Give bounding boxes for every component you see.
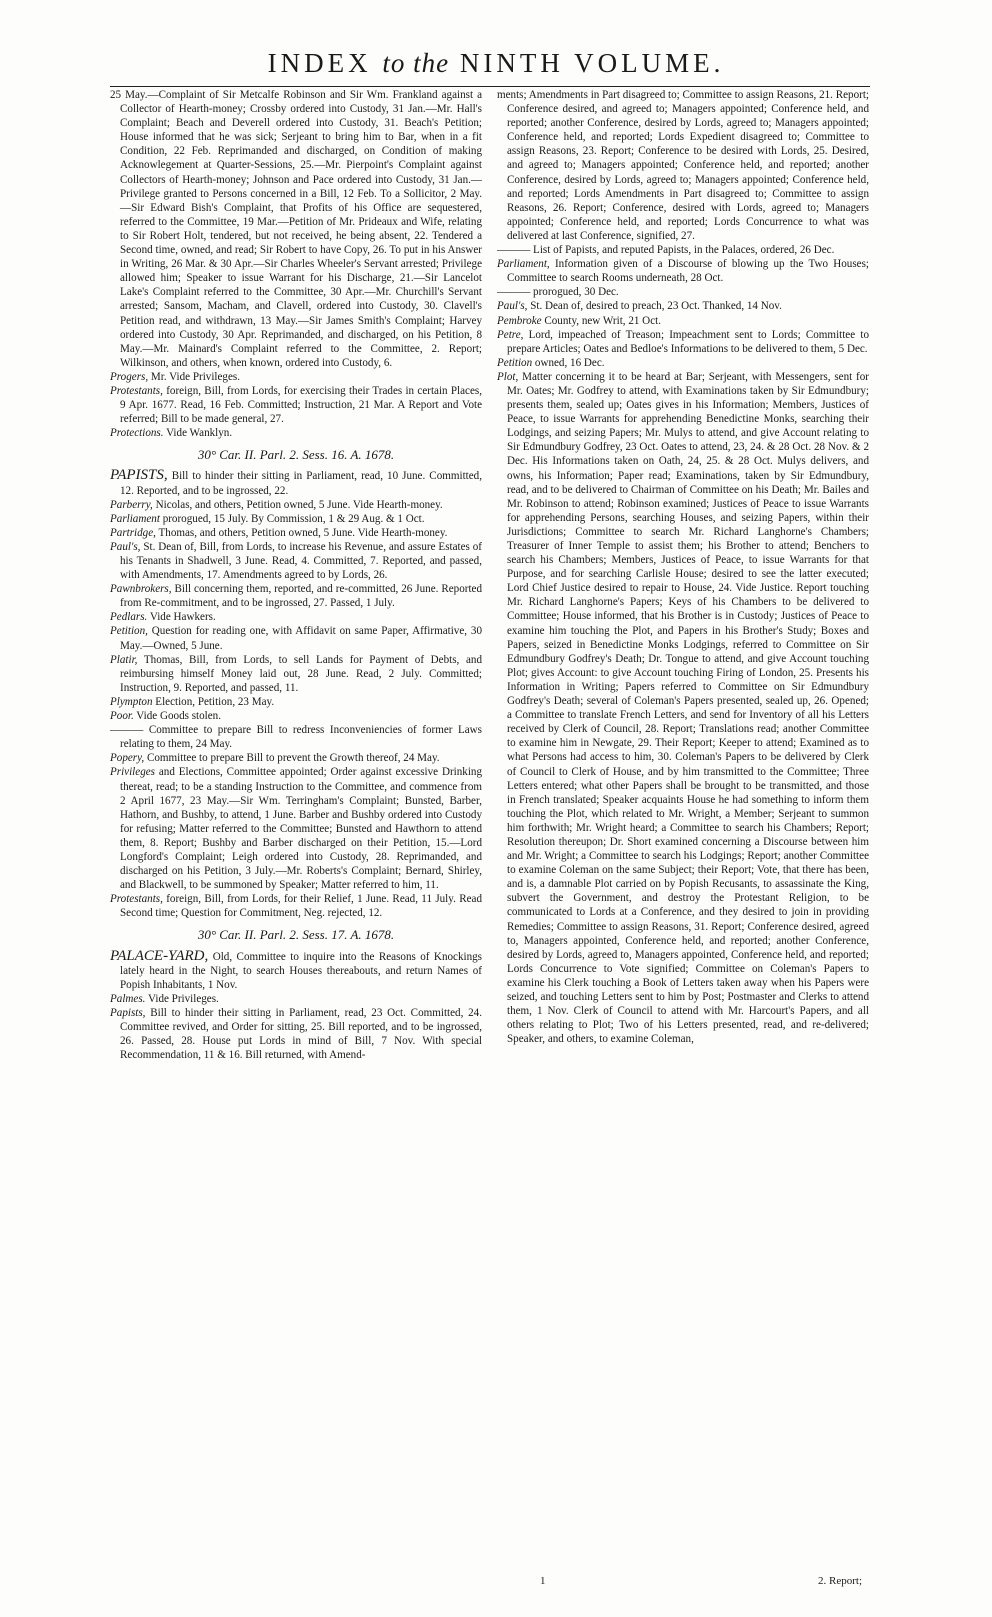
index-entry: Poor. Vide Goods stolen. (110, 710, 221, 723)
index-entry: PAPISTS, Bill to hinder their sitting in Parliament, read, 10 June. Committed, 12. Reported, and to be ingrossed, 22. (110, 467, 482, 497)
signature-mark: 1 (540, 1575, 546, 1587)
index-entry: Papists, Bill to hinder their sitting in Parliament, read, 23 Oct. Committed, 24. Committee revived, and Order for sitting, 25. Bill reported, and to be ingrossed, 26. Passed, 28. House put Lords in mind of Bill, 7 Nov. With special Recommendation, 11 & 16. Bill returned, with Amend- (110, 1006, 482, 1062)
header-volume: NINTH VOLUME. (459, 48, 725, 78)
page-header (0, 48, 992, 79)
index-entry: Pawnbrokers, Bill concerning them, reported, and re-committed, 26 June. Reported from Re-commitment, and to be ingrossed, 27. Passed, 1 July. (110, 583, 482, 610)
index-entry: Platir, Thomas, Bill, from Lords, to sell Lands for Payment of Debts, and reimbursing himself Money laid out, 28 June. Read, 2 July. Committed; Instruction, 9. Reported, and passed, 11. (110, 653, 482, 694)
index-entry: Petre, Lord, impeached of Treason; Impeachment sent to Lords; Committee to prepare Articles; Oates and Bedloe's Informations to be delivered to them, 5 Dec. (497, 328, 869, 355)
header-index: INDEX (267, 48, 372, 78)
index-entry: Privileges and Elections, Committee appointed; Order against excessive Drinking thereat, read; to be a standing Instruction to the Committee, and commence from 2 April 1677, 23 May.—Sir Wm. Terringham's Complaint; Bunsted, Barber, Hathorn, and Bushby, to attend, 1 June. Barber and Bushby ordered into Custody for refusing; Matter referred to the Committee; Bunsted and Hawthorn to attend them, 8. Report; Bushby and Barber discharged on their Petition, 15.—Lord Longford's Complaint; Leigh ordered into Custody, 28. Reprimanded, and discharged on his Petition, 3 July.—Mr. Roberts's Complaint; Bernard, Shirley, and Blackwell, to be summoned by Speaker; Matter referred to him, 11. (110, 766, 482, 892)
index-entry: ——— List of Papists, and reputed Papists, in the Palaces, ordered, 26 Dec. (497, 244, 835, 257)
header-to-the: to the (382, 48, 450, 78)
index-entry: Pedlars. Vide Hawkers. (110, 611, 216, 624)
index-entry: Petition, Question for reading one, with Affidavit on same Paper, Affirmative, 30 May.—Owned, 5 June. (110, 625, 482, 652)
index-entry: Protections. Vide Wanklyn. (110, 427, 233, 440)
index-entry: ——— prorogued, 30 Dec. (497, 286, 619, 299)
session-heading: 30° Car. II. Parl. 2. Sess. 17. A. 1678. (197, 927, 395, 943)
index-entry: Parliament prorogued, 15 July. By Commission, 1 & 29 Aug. & 1 Oct. (110, 512, 425, 525)
index-entry: ——— Committee to prepare Bill to redress Inconveniencies of former Laws relating to them, 24 May. (110, 724, 482, 751)
index-entry: Pembroke County, new Writ, 21 Oct. (497, 314, 661, 327)
index-entry: Parberry, Nicolas, and others, Petition owned, 5 June. Vide Hearth-money. (110, 498, 443, 511)
index-entry: Plympton Election, Petition, 23 May. (110, 695, 275, 708)
index-entry: ments; Amendments in Part disagreed to; Committee to assign Reasons, 21. Report; Conference desired, and agreed to; Managers appointed; Conference held, and reported; another Conference, desired by Lords, agreed to; Managers appointed; Conference held, and reported; Lords Expedient disagreed to; Committee to assign Reasons, 23. Report; Conference to be desired with Lords, 25. Desired, and agreed to; Managers appointed; Conference held, and reported; another Conference, desired by Lords, agreed to; Managers appointed; Conference held, and reported; Lords Amendments in Part disagreed to; Committee to assign Reasons, 26. Report; Conference, desired with Lords, agreed to; Managers appointed; Conference held, and reported; Lords Concurrence to what was delivered at last Conference, signified, 27. (497, 89, 869, 242)
index-entry: PALACE-YARD, Old, Committee to inquire into the Reasons of Knockings lately heard in the Night, to search Houses thereabouts, and return Names of Popish Inhabitants, 1 Nov. (110, 947, 482, 991)
index-entry: Progers, Mr. Vide Privileges. (110, 370, 240, 383)
catchword: 2. Report; (818, 1575, 862, 1587)
index-entry: Palmes. Vide Privileges. (110, 992, 219, 1005)
index-entry: Paul's, St. Dean of, desired to preach, 23 Oct. Thanked, 14 Nov. (497, 300, 782, 313)
index-entry: Petition owned, 16 Dec. (497, 356, 605, 369)
header-rule (110, 86, 870, 87)
index-entry: Plot, Matter concerning it to be heard at Bar; Serjeant, with Messengers, sent for Mr. Oates; Mr. Godfrey to attend, with Examinations taken by Sir Edmundbury; presents them, sealed up; Oates gives in his Information; Members, Justices of Peace, to issue Warrants for apprehending Benedictine Monks, searching their Lodgings, and seizing Papers; Mr. Mulys to attend, and give Account relating to Sir Edmundbury Godfrey, 23 Oct. Oates to attend, 23, 24. & 28 Oct. 28 Nov. & 2 Dec. His Informations taken on Oath, 24, 25. & 28 Oct. Mulys delivers, and owns, his Information; Paper read; Examinations, taken by Sir Edmundbury, read, and to be delivered to Chairman of Committee on his Death; Mr. Bailes and Mr. Robinson to attend; Robinson examined; Justices of Peace to issue Warrants for apprehending Persons, searching Houses, and seizing Papers, within their Jurisdictions; Committee to search Mr. Richard Langhorne's Chambers; Treasurer of Inner Temple to assist them; his Brother to attend; Benchers to search his Chambers; Members, Justices of Peace, to issue Warrants for that Purpose, and for searching Carlisle House; desired to see the latter executed; Lord Chief Justice desired to repair to House, 24. Vide Justice. Report touching Mr. Richard Langhorne's Papers; Keys of his Chambers to be delivered to Committee; House informed, that his Brother is in Custody; Justices of Peace to examine him touching the Plot, and Papers in his Brother's Study; Boxes and Papers, seized in Benedictine Monks Lodgings, referred to Committee on Sir Edmundbury Godfrey's Death; Dr. Tongue to attend, and give Account touching Plot; gives Account: to give Account touching Firing of London, 25. Presents his Information in Writing; Papers referred to Committee on Sir Edmundbury Godfrey's Death; several of Coleman's Papers presented, sealed up, 26. Opened; a Committee to translate French Letters, and send for Inventory of all his Letters received by Clerk of Council, 28. Report; Translations read; another Committee to examine him in Newgate, 29. Their Report; Keeper to attend; Examined as to what Persons had access to him, 30. Coleman's Papers to be delivered by Clerk of Council to Clerk of House, and by him transmitted to the Committee; Three Letters entered; what other Papers shall be brought to be transmitted, and those in French translated; Speaker acquaints House he had something to inform them touching the Plot, which related to Mr. Wright, a Member; Serjeant to summon him forthwith; Mr. Wright heard; a Committee to search his Chambers; Report; Resolution thereupon; Dr. Short examined concerning a Discourse between him and Mr. Wright; a Committee to search his Lodgings; Report; another Committee to examine Coleman on the same Subject; their Report; Vote, that there has been, and is, a damnable Plot carried on by Popish Recusants, to assassinate the King, subvert the Government, and destroy the Protestant Religion, to be communicated to Lords at a Conference, and they desired to join in providing Remedies; Committee to assign Reasons, 31. Report; Conference desired, agreed to, Managers appointed, Conference held, and reported; another Conference, desired by Lords, agreed to, Managers appointed, Conference held, and reported; Lords Concurrence to Vote signified; Committee on Coleman's Papers to examine his Clerk touching a Book of Letters taken away when his Papers were seized, and touching Letters sent to him by Post; Postmaster and Clerks to attend them, 1 Nov. Clerk of Council to attend with Mr. Harcourt's Papers, and all others relating to Plot; Two of his Letters presented, read, and re-delivered; Speaker, and others, to examine Coleman, (497, 370, 869, 1046)
index-entry: 25 May.—Complaint of Sir Metcalfe Robinson and Sir Wm. Frankland against a Collector of Hearth-money; Crossby ordered into Custody, 31 Jan.—Mr. Hall's Complaint; Beach and Deverell ordered into Custody, 31. Beach's Petition; House informed that he was sick; Serjeant to bring him to Bar, when in a fit Condition, 22 Feb. Reprimanded and discharged, on Condition of making Acknowlegement at Quarter-Sessions, 25.—Mr. Pierpoint's Complaint against Collectors of Hearth-money; Johnson and Pace ordered into Custody, 31 Jan.—Privilege granted to Persons concerned in a Bill, 12 Feb. To a Sollicitor, 2 May.—Sir Edward Bish's Complaint, that Profits of his Office are sequestered, referred to the Committee, 19 Mar.—Petition of Mr. Prideaux and Wife, relating to Sir Robert Holt, tendered, but not received, he being absent, 22. Tendered a Second time, owned, and read; Sir Robert to have Copy, 26. To put in his Answer in Writing, 26 Mar. & 30 Apr.—Sir Charles Wheeler's Servant arrested; Privilege allowed him; Speaker to issue Warrant for his Discharge, 21.—Sir Lancelot Lake's Complaint referred to the Committee, 30 Apr.—Mr. Churchill's Servant arrested; Sansom, Macham, and Clavell, ordered into Custody, 30. Clavell's Petition read, and withdrawn, 13 May.—Sir James Smith's Complaint; Harvey ordered into Custody, 30 Apr. Reprimanded, and discharged, on his Petition, 8 May.—Mr. Mainard's Complaint referred to the Committee, 2. Report; Wilkinson, and others, when known, ordered into Custody, 6. (110, 89, 482, 369)
right-column (497, 88, 869, 1046)
left-column (110, 88, 482, 1062)
session-heading: 30° Car. II. Parl. 2. Sess. 16. A. 1678. (197, 447, 395, 463)
index-entry: Partridge, Thomas, and others, Petition owned, 5 June. Vide Hearth-money. (110, 526, 448, 539)
index-entry: Protestants, foreign, Bill, from Lords, for their Relief, 1 June. Read, 11 July. Read Second time; Question for Commitment, Neg. rejected, 12. (110, 893, 482, 920)
index-entry: Paul's, St. Dean of, Bill, from Lords, to increase his Revenue, and assure Estates of his Tenants in Shadwell, 3 June. Read, 4. Committed, 7. Reported, and passed, with Amendments, 17. Amendments agreed to by Lords, 26. (110, 540, 482, 582)
index-entry: Parliament, Information given of a Discourse of blowing up the Two Houses; Committee to search Rooms underneath, 28 Oct. (497, 258, 869, 285)
index-entry: Popery, Committee to prepare Bill to prevent the Growth thereof, 24 May. (110, 752, 440, 765)
index-entry: Protestants, foreign, Bill, from Lords, for exercising their Trades in certain Places, 9 Apr. 1677. Read, 16 Feb. Committed; Instruction, 21 Mar. A Report and Vote referred; Bill to be made general, 27. (110, 384, 482, 426)
